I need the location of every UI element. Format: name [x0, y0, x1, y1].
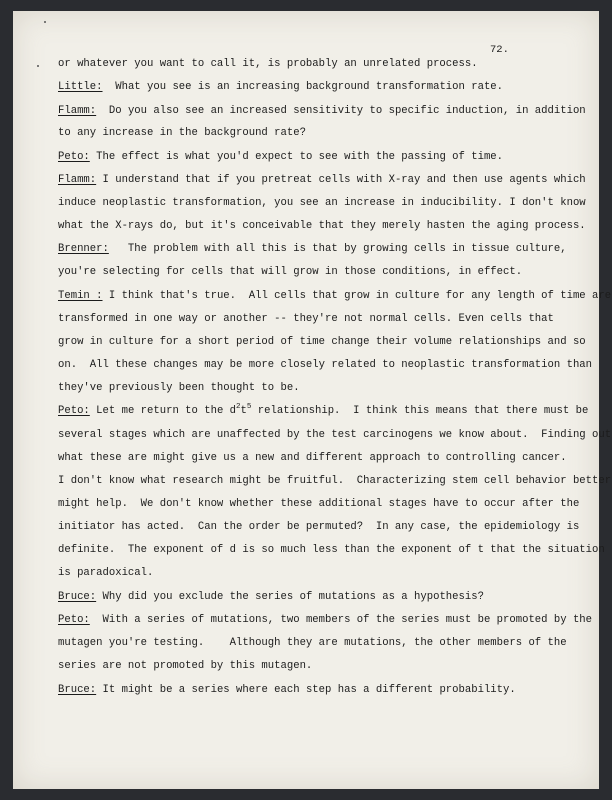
speaker-name: Temin :	[58, 290, 103, 302]
speaker-name: Bruce:	[58, 684, 97, 696]
transcript-line: you're selecting for cells that will grow in those conditions, in effect.	[58, 266, 523, 278]
superscript: 2	[236, 403, 241, 411]
speaker-name: Peto:	[58, 151, 90, 163]
transcript-line: or whatever you want to call it, is probably an unrelated process.	[58, 58, 478, 70]
transcript-line: grow in culture for a short period of time change their volume relationships and so	[58, 336, 586, 348]
transcript-line: is paradoxical.	[58, 567, 154, 579]
transcript-line: might help. We don't know whether these additional stages have to occur after the	[58, 498, 580, 510]
speaker-name: Peto:	[58, 614, 90, 626]
transcript-line: on. All these changes may be more closely related to neoplastic transformation than	[58, 359, 593, 371]
stray-mark	[37, 65, 39, 67]
transcript-line: Peto: Let me return to the $d^2t^5$ relationship. I think this means that there must be	[58, 403, 589, 417]
speaker-name: Bruce:	[58, 591, 97, 603]
transcript-line: induce neoplastic transformation, you see an increase in inducibility. I don't know	[58, 197, 586, 209]
transcript-line: transformed in one way or another -- they're not normal cells. Even cells that	[58, 313, 554, 325]
transcript-line: mutagen you're testing. Although they are mutations, the other members of the	[58, 637, 567, 649]
speaker-name: Peto:	[58, 405, 90, 417]
transcript-line: Flamm: Do you also see an increased sensitivity to specific induction, in addition	[58, 105, 586, 117]
transcript-line: Bruce: Why did you exclude the series of mutations as a hypothesis?	[58, 591, 484, 603]
transcript-line: Peto: With a series of mutations, two members of the series must be promoted by the	[58, 614, 593, 626]
transcript-line: to any increase in the background rate?	[58, 127, 306, 139]
speaker-name: Flamm:	[58, 174, 97, 186]
transcript-line: series are not promoted by this mutagen.	[58, 660, 313, 672]
transcript-line: what these are might give us a new and different approach to controlling cancer.	[58, 452, 567, 464]
transcript-line: Temin : I think that's true. All cells that grow in culture for any length of time are	[58, 290, 612, 302]
transcript-line: I don't know what research might be fruitful. Characterizing stem cell behavior better	[58, 475, 612, 487]
transcript-line: definite. The exponent of d is so much less than the exponent of t that the situation	[58, 544, 605, 556]
transcript-line: Bruce: It might be a series where each step has a different probability.	[58, 684, 516, 696]
transcript-line: what the X-rays do, but it's conceivable that they merely hasten the aging process.	[58, 220, 586, 232]
transcript-line: initiator has acted. Can the order be permuted? In any case, the epidemiology is	[58, 521, 580, 533]
speaker-name: Little:	[58, 81, 103, 93]
speaker-name: Brenner:	[58, 243, 109, 255]
transcript-line: Brenner: The problem with all this is that by growing cells in tissue culture,	[58, 243, 567, 255]
transcript-line: several stages which are unaffected by the test carcinogens we know about. Finding out	[58, 429, 612, 441]
page-number: 72.	[490, 44, 509, 56]
stray-mark	[44, 21, 46, 23]
transcript-line: Peto: The effect is what you'd expect to see with the passing of time.	[58, 151, 504, 163]
speaker-name: Flamm:	[58, 105, 97, 117]
superscript: 5	[246, 403, 252, 411]
transcript-line: Little: What you see is an increasing background transformation rate.	[58, 81, 504, 93]
transcript-line: Flamm: I understand that if you pretreat cells with X-ray and then use agents which	[58, 174, 586, 186]
transcript-line: they've previously been thought to be.	[58, 382, 300, 394]
